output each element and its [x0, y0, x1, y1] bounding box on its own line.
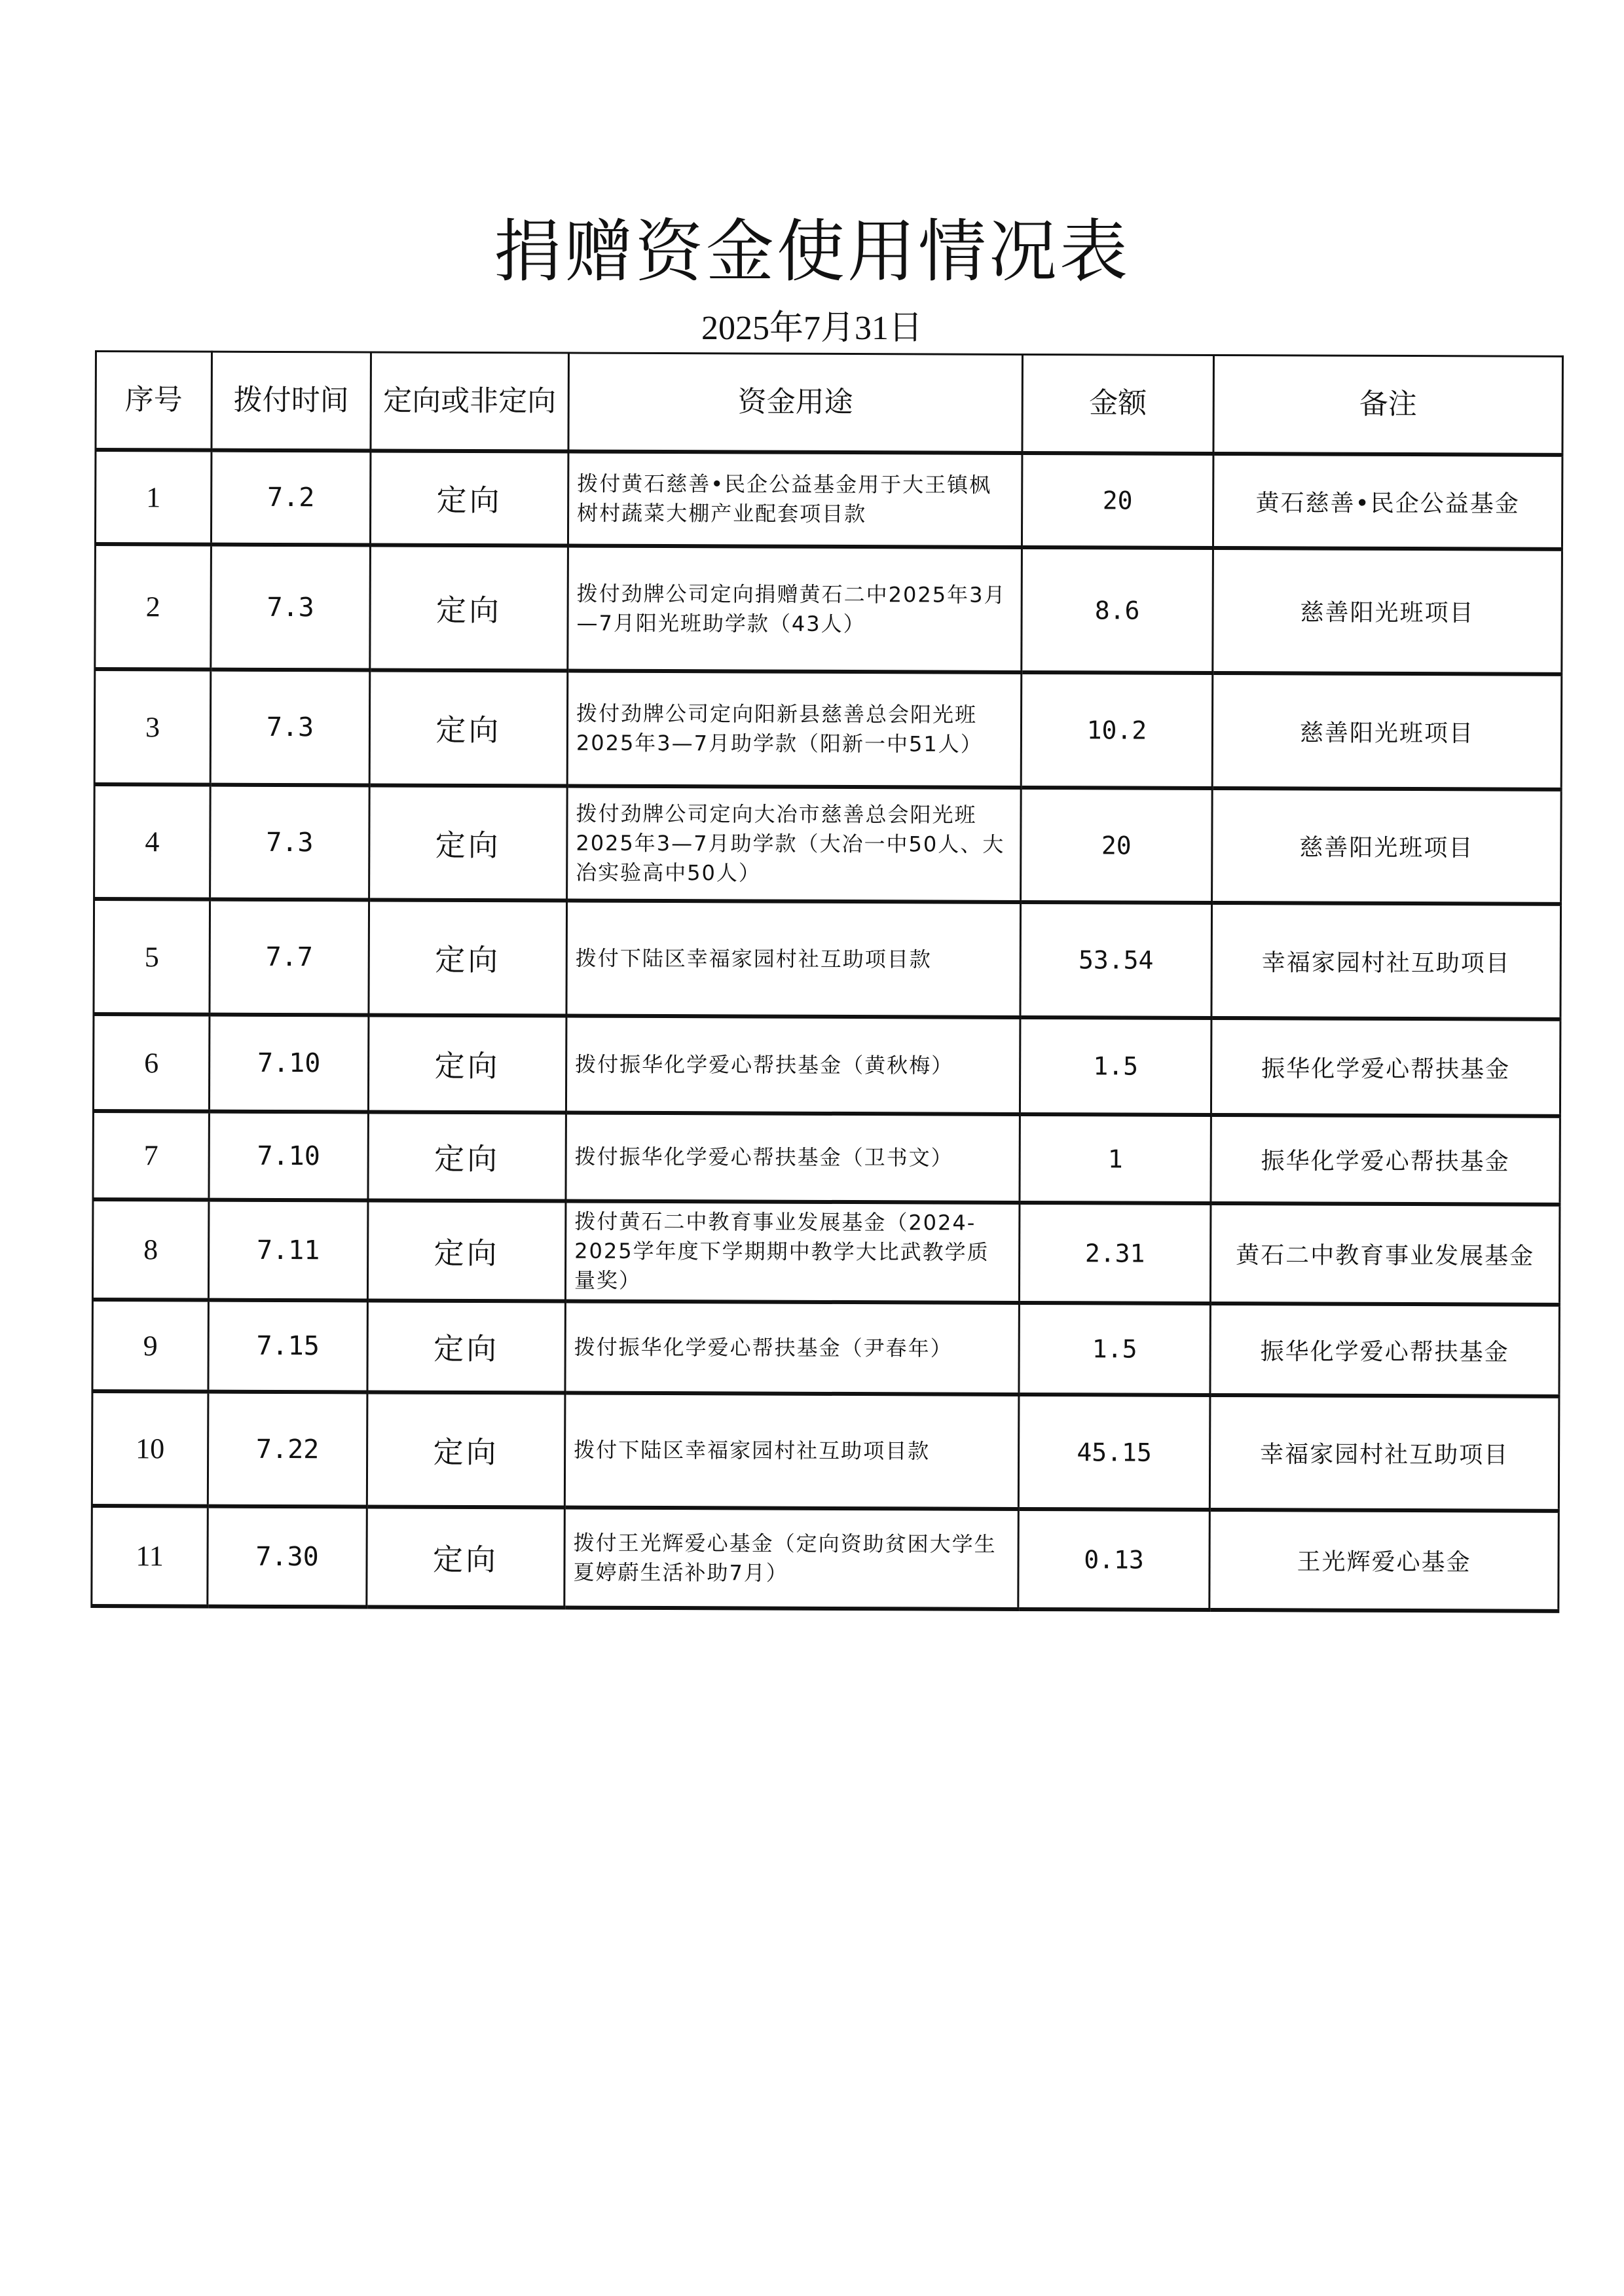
table-row [94, 899, 1561, 1019]
cell-amount: 1.5 [1020, 1017, 1211, 1115]
cell-date: 7.3 [210, 785, 370, 900]
cell-no: 11 [92, 1506, 208, 1607]
document-date: 2025年7月31日 [701, 310, 923, 347]
table-header-row [96, 352, 1563, 455]
table-row [92, 1506, 1559, 1611]
cell-no: 4 [94, 784, 211, 900]
cell-amount: 0.13 [1018, 1509, 1210, 1610]
cell-no: 6 [93, 1014, 210, 1112]
cell-no: 3 [94, 669, 211, 785]
cell-date: 7.30 [208, 1506, 367, 1607]
table-row [93, 1111, 1560, 1205]
cell-use: 拨付劲牌公司定向阳新县慈善总会阳光班2025年3—7月助学款（阳新一中51人） [567, 671, 1022, 788]
cell-type: 定向 [367, 1506, 565, 1607]
cell-no: 9 [92, 1300, 208, 1392]
cell-use: 拨付振华化学爱心帮扶基金（黄秋梅） [566, 1016, 1020, 1114]
cell-date: 7.3 [210, 670, 370, 786]
header-use: 资金用途 [568, 353, 1023, 453]
cell-use: 拨付下陆区幸福家园村社互助项目款 [566, 901, 1021, 1017]
cell-note: 王光辉爱心基金 [1209, 1510, 1559, 1611]
table-row [94, 669, 1562, 790]
table-row [94, 784, 1562, 904]
cell-no: 7 [93, 1111, 209, 1200]
table-row [92, 1300, 1559, 1396]
header-note: 备注 [1213, 355, 1563, 454]
cell-date: 7.2 [211, 450, 371, 545]
cell-no: 10 [92, 1391, 208, 1506]
cell-note: 振华化学爱心帮扶基金 [1211, 1115, 1560, 1205]
cell-amount: 10.2 [1021, 672, 1213, 788]
cell-amount: 8.6 [1022, 547, 1213, 673]
cell-amount: 20 [1022, 453, 1213, 548]
cell-use: 拨付黄石二中教育事业发展基金（2024-2025学年度下学期期中教学大比武教学质量奖） [565, 1201, 1020, 1303]
header-type: 定向或非定向 [371, 352, 569, 452]
cell-type: 定向 [368, 1112, 566, 1201]
cell-type: 定向 [369, 785, 568, 900]
cell-amount: 45.15 [1018, 1394, 1210, 1510]
cell-note: 黄石二中教育事业发展基金 [1210, 1203, 1560, 1305]
header-date: 拨付时间 [212, 352, 371, 450]
cell-use: 拨付劲牌公司定向捐赠黄石二中2025年3月—7月阳光班助学款（43人） [568, 546, 1022, 672]
header-amount: 金额 [1022, 354, 1214, 454]
cell-no: 1 [95, 450, 212, 545]
cell-use: 拨付下陆区幸福家园村社互助项目款 [564, 1393, 1019, 1509]
cell-no: 8 [92, 1199, 209, 1300]
cell-type: 定向 [368, 1015, 566, 1112]
cell-date: 7.22 [208, 1392, 367, 1507]
cell-type: 定向 [367, 1200, 566, 1301]
cell-date: 7.3 [211, 545, 371, 670]
cell-date: 7.11 [208, 1200, 368, 1301]
cell-note: 振华化学爱心帮扶基金 [1210, 1303, 1559, 1396]
table-row [95, 450, 1562, 549]
table-row [93, 1014, 1560, 1116]
cell-amount: 1.5 [1019, 1303, 1210, 1395]
cell-use: 拨付劲牌公司定向大冶市慈善总会阳光班2025年3—7月助学款（大冶一中50人、大冶实验高中50人） [567, 786, 1022, 902]
cell-type: 定向 [367, 1300, 565, 1393]
cell-type: 定向 [369, 670, 568, 786]
cell-amount: 53.54 [1020, 902, 1212, 1018]
cell-note: 黄石慈善•民企公益基金 [1213, 454, 1562, 549]
cell-no: 5 [94, 899, 210, 1015]
cell-note: 振华化学爱心帮扶基金 [1211, 1018, 1560, 1116]
cell-use: 拨付黄石慈善•民企公益基金用于大王镇枫树村蔬菜大棚产业配套项目款 [568, 452, 1022, 547]
cell-type: 定向 [370, 450, 568, 545]
cell-type: 定向 [367, 1392, 565, 1507]
cell-no: 2 [95, 544, 212, 670]
header-no: 序号 [96, 352, 212, 450]
cell-type: 定向 [369, 900, 567, 1015]
cell-type: 定向 [370, 545, 568, 670]
cell-note: 幸福家园村社互助项目 [1211, 903, 1561, 1019]
cell-note: 幸福家园村社互助项目 [1209, 1395, 1559, 1511]
cell-note: 慈善阳光班项目 [1213, 548, 1562, 674]
cell-amount: 1 [1020, 1114, 1211, 1203]
cell-amount: 20 [1021, 788, 1213, 903]
cell-date: 7.15 [208, 1300, 367, 1393]
table-row [92, 1199, 1560, 1305]
cell-amount: 2.31 [1019, 1203, 1211, 1303]
cell-use: 拨付王光辉爱心基金（定向资助贫困大学生夏婷蔚生活补助7月） [564, 1508, 1019, 1609]
table-row [92, 1391, 1559, 1511]
cell-date: 7.10 [209, 1112, 368, 1201]
cell-note: 慈善阳光班项目 [1212, 788, 1562, 904]
cell-use: 拨付振华化学爱心帮扶基金（尹春年） [565, 1302, 1019, 1394]
cell-date: 7.7 [210, 900, 369, 1015]
donation-usage-table [90, 350, 1564, 1613]
cell-use: 拨付振华化学爱心帮扶基金（卫书文） [566, 1113, 1020, 1203]
cell-date: 7.10 [209, 1015, 369, 1112]
document-title: 捐赠资金使用情况表 [493, 211, 1130, 291]
cell-note: 慈善阳光班项目 [1212, 673, 1562, 790]
table-row [95, 544, 1562, 674]
